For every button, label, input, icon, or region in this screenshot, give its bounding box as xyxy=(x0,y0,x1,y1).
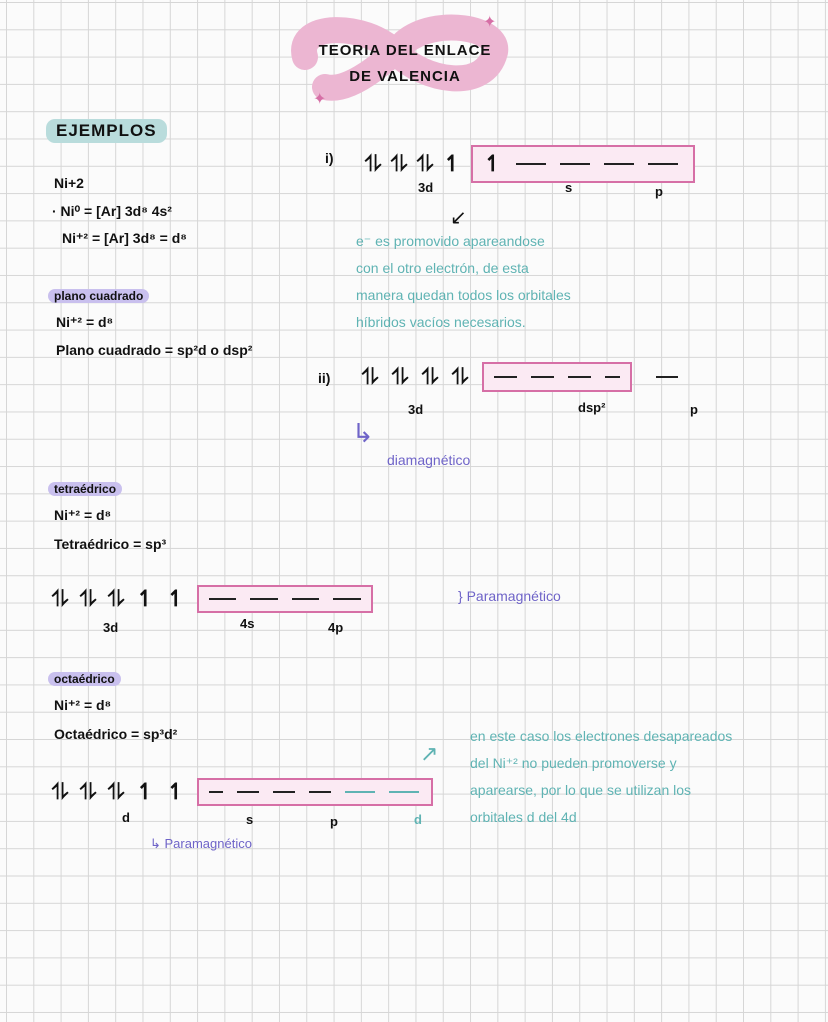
square-planar-heading: plano cuadrado xyxy=(48,289,149,303)
orbital-electron: ⥮ xyxy=(391,151,407,176)
label-3d: 3d xyxy=(418,180,434,195)
diagram2-orbitals: ⥮ ⥮ ⥮ ⥮ xyxy=(362,362,678,392)
label-4s: 4s xyxy=(240,616,255,631)
label-s: s xyxy=(246,812,254,827)
title-line2: DE VALENCIA xyxy=(349,68,461,85)
label-p: p xyxy=(330,814,338,829)
label-p: p xyxy=(690,402,698,417)
ni2-config: Ni⁺² = [Ar] 3d⁸ = d⁸ xyxy=(62,230,187,246)
label-4d: d xyxy=(414,812,422,827)
label-4p: 4p xyxy=(328,620,344,635)
diamagnetic-note: diamagnético xyxy=(387,452,471,468)
curved-arrow-icon: ↗ xyxy=(420,741,439,766)
ni-ion: Ni+2 xyxy=(54,175,84,191)
octa-orbitals: ⥮ ⥮ ⥮ ↿ ↿ xyxy=(52,778,433,806)
octa-line1: Ni⁺² = d⁸ xyxy=(54,697,112,713)
diagram1-orbitals xyxy=(365,145,695,183)
hybrid-box xyxy=(197,585,373,613)
svg-text:✦: ✦ xyxy=(483,14,497,31)
hybrid-box xyxy=(197,778,433,806)
tetra-line1: Ni⁺² = d⁸ xyxy=(54,507,112,523)
ni0-config: · Ni⁰ = [Ar] 3d⁸ 4s² xyxy=(52,203,172,219)
arrow-icon: ↙ xyxy=(450,207,467,229)
octa-explanation: en este caso los electrones desapareados del Ni⁺² no pueden promoverse y aparearse, por lo que se utilizan los orbitales d del 4d xyxy=(470,728,733,825)
orbital-electron: ⥮ xyxy=(417,151,433,176)
label-s: s xyxy=(565,180,573,195)
curved-arrow-icon: ↳ xyxy=(352,418,374,448)
paramagnetic-note: } Paramagnético xyxy=(458,588,561,604)
diagram1-numeral: i) xyxy=(325,150,334,166)
label-dsp2: dsp² xyxy=(578,400,606,415)
diagram1-explanation: e⁻ es promovido apareandose con el otro electrón, de esta manera quedan todos los orbitales híbridos vacíos necesarios. xyxy=(356,233,571,330)
orbital-electron: ⥮ xyxy=(365,151,381,176)
paramagnetic-note: ↳ Paramagnético xyxy=(150,836,252,851)
promoted-electron: ↿ xyxy=(483,151,502,176)
hybrid-box xyxy=(471,145,695,183)
octahedral-heading: octaédrico xyxy=(48,672,121,686)
label-3d: 3d xyxy=(103,620,119,635)
hybrid-box xyxy=(482,362,632,392)
square-line2: Plano cuadrado = sp²d o dsp² xyxy=(56,342,253,358)
svg-text:✦: ✦ xyxy=(313,91,327,108)
title-line1: TEORIA DEL ENLACE xyxy=(318,42,492,59)
octa-line2: Octaédrico = sp³d² xyxy=(54,726,178,742)
diagram2-numeral: ii) xyxy=(318,370,331,386)
page-title xyxy=(300,38,510,90)
orbital-electron: ↿ xyxy=(443,151,462,176)
examples-heading: EJEMPLOS xyxy=(46,119,167,143)
label-3d: 3d xyxy=(408,402,424,417)
label-p: p xyxy=(655,184,663,199)
square-line1: Ni⁺² = d⁸ xyxy=(56,314,114,330)
label-d: d xyxy=(122,810,130,825)
tetrahedral-heading: tetraédrico xyxy=(48,482,122,496)
tetra-orbitals: ⥮ ⥮ ⥮ ↿ ↿ xyxy=(52,585,373,613)
tetra-line2: Tetraédrico = sp³ xyxy=(54,536,167,552)
